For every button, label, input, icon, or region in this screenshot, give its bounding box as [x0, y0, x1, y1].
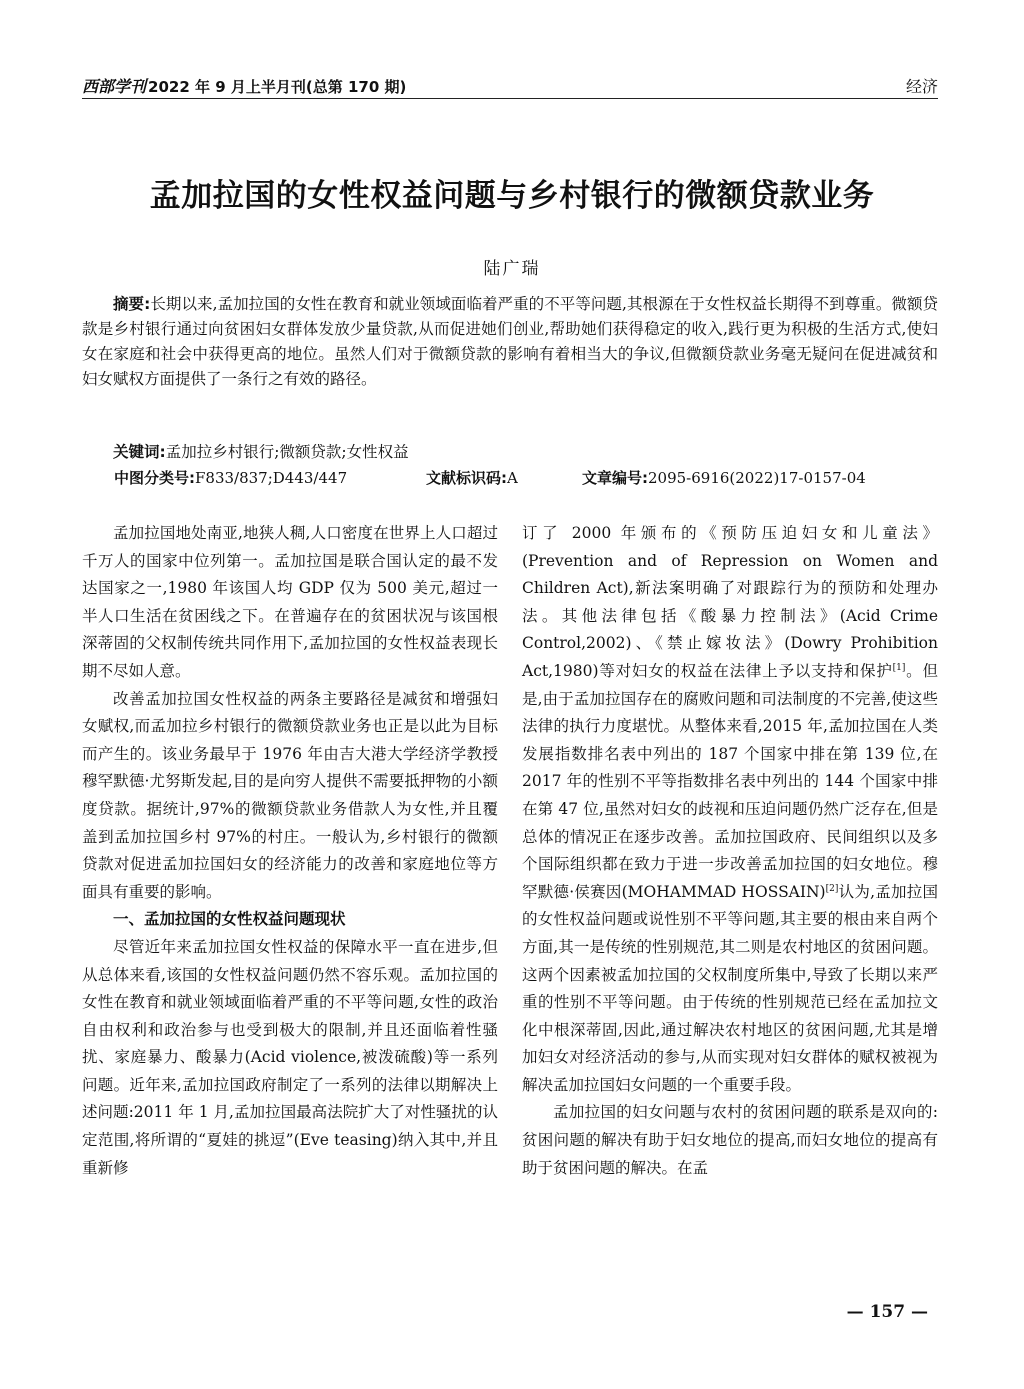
body-column-right	[522, 520, 938, 1182]
abstract-label: 摘要:	[113, 295, 151, 313]
clc-number	[114, 466, 426, 491]
article-value: 2095-6916(2022)17-0157-04	[648, 469, 866, 487]
article-title: 孟加拉国的女性权益问题与乡村银行的微额贷款业务	[149, 178, 875, 214]
header-left	[82, 74, 406, 97]
citation-ref: [1]	[892, 662, 906, 673]
article-number	[582, 466, 866, 491]
paragraph-continued	[522, 520, 938, 1099]
classification-line	[114, 466, 938, 491]
page-number: — 157 —	[846, 1302, 928, 1322]
section-label: 经济	[905, 77, 938, 96]
journal-logo: 西部学刊	[82, 77, 147, 96]
section-heading: 一、孟加拉国的女性权益问题现状	[113, 910, 346, 929]
paragraph-text: 。但是,由于孟加拉国存在的腐败问题和司法制度的不完善,使这些法律的执行力度堪忧。从整体来看,2015 年,孟加拉国在人类发展指数排名表中列出的 187 个国家中排在第 139 位,在 2017 年的性别不平等指数排名表中列出的 144 个国家中排在第 47 位,虽然对妇女的歧视和压迫问题仍然广泛存在,但是总体的情况正在逐步改善。孟加拉国政府、民间组织以及多个国际组织都在致力于进一步改善孟加拉国的妇女地位。穆罕默德·侯赛因(MOHAMMAD HOSSAIN)	[522, 661, 938, 901]
running-header	[82, 72, 938, 99]
paragraph: 改善孟加拉国女性权益的两条主要路径是减贫和增强妇女赋权,而孟加拉乡村银行的微额贷款业务也正是以此为目标而产生的。该业务最早于 1976 年由吉大港大学经济学教授穆罕默德·尤努斯发起,目的是向穷人提供不需要抵押物的小额度贷款。据统计,97%的微额贷款业务借款人为女性,并且覆盖到孟加拉国乡村 97%的村庄。一般认为,乡村银行的微额贷款对促进孟加拉国妇女的经济能力的改善和家庭地位等方面具有重要的影响。	[82, 689, 498, 901]
doc-label: 文献标识码:	[426, 469, 507, 487]
abstract-text: 长期以来,孟加拉国的女性在教育和就业领域面临着严重的不平等问题,其根源在于女性权益长期得不到尊重。微额贷款是乡村银行通过向贫困妇女群体发放少量贷款,从而促进她们创业,帮助她们获得稳定的收入,践行更为积极的生活方式,使妇女在家庭和社会中获得更高的地位。虽然人们对于微额贷款的影响有着相当大的争议,但微额贷款业务毫无疑问在促进减贫和妇女赋权方面提供了一条行之有效的路径。	[82, 295, 938, 388]
paragraph: 孟加拉国地处南亚,地狭人稠,人口密度在世界上人口超过千万人的国家中位列第一。孟加拉国是联合国认定的最不发达国家之一,1980 年该国人均 GDP 仅为 500 美元,超过一半人口生活在贫困线之下。在普遍存在的贫困状况与该国根深蒂固的父权制传统共同作用下,孟加拉国的女性权益表现长期不尽如人意。	[82, 524, 498, 680]
paragraph: 尽管近年来孟加拉国女性权益的保障水平一直在进步,但从总体来看,该国的女性权益问题仍然不容乐观。孟加拉国的女性在教育和就业领域面临着严重的不平等问题,女性的政治自由权利和政治参与也受到极大的限制,并且还面临着性骚扰、家庭暴力、酸暴力(Acid violence,被泼硫酸)等一系列问题。近年来,孟加拉国政府制定了一系列的法律以期解决上述问题:2011 年 1 月,孟加拉国最高法院扩大了对性骚扰的认定范围,将所谓的“夏娃的挑逗”(Eve teasing)纳入其中,并且重新修	[82, 937, 498, 1177]
keywords-label: 关键词:	[113, 443, 166, 461]
keywords	[82, 440, 938, 465]
clc-value: F833/837;D443/447	[195, 469, 348, 487]
issue-info: 2022 年 9 月上半月刊(总第 170 期)	[148, 78, 407, 96]
doc-value: A	[507, 469, 518, 487]
body-column-left	[82, 520, 498, 1182]
keywords-text: 孟加拉乡村银行;微额贷款;女性权益	[165, 443, 409, 461]
article-label: 文章编号:	[582, 469, 648, 487]
paragraph: 孟加拉国的妇女问题与农村的贫困问题的联系是双向的:贫困问题的解决有助于妇女地位的提高,而妇女地位的提高有助于贫困问题的解决。在孟	[522, 1103, 938, 1177]
citation-ref: [2]	[825, 883, 839, 894]
paragraph-text: 订了 2000 年颁布的《预防压迫妇女和儿童法》(Prevention and of Repression on Women and Children Act),新法案明确了对跟踪行为的预防和处理办法。其他法律包括《酸暴力控制法》(Acid Crime Control,2002)、《禁止嫁妆法》(Dowry Prohibition Act,1980)等对妇女的权益在法律上予以支持和保护	[522, 524, 938, 680]
abstract	[82, 292, 938, 392]
paragraph-text: 认为,孟加拉国的女性权益问题或说性别不平等问题,其主要的根由来自两个方面,其一是传统的性别规范,其二则是农村地区的贫困问题。这两个因素被孟加拉国的父权制度所集中,导致了长期以来严重的性别不平等问题。由于传统的性别规范已经在孟加拉文化中根深蒂固,因此,通过解决农村地区的贫困问题,尤其是增加妇女对经济活动的参与,从而实现对妇女群体的赋权被视为解决孟加拉国妇女问题的一个重要手段。	[522, 882, 938, 1094]
author-name: 陆广瑞	[483, 259, 541, 279]
clc-label: 中图分类号:	[114, 469, 195, 487]
document-code	[426, 466, 582, 491]
